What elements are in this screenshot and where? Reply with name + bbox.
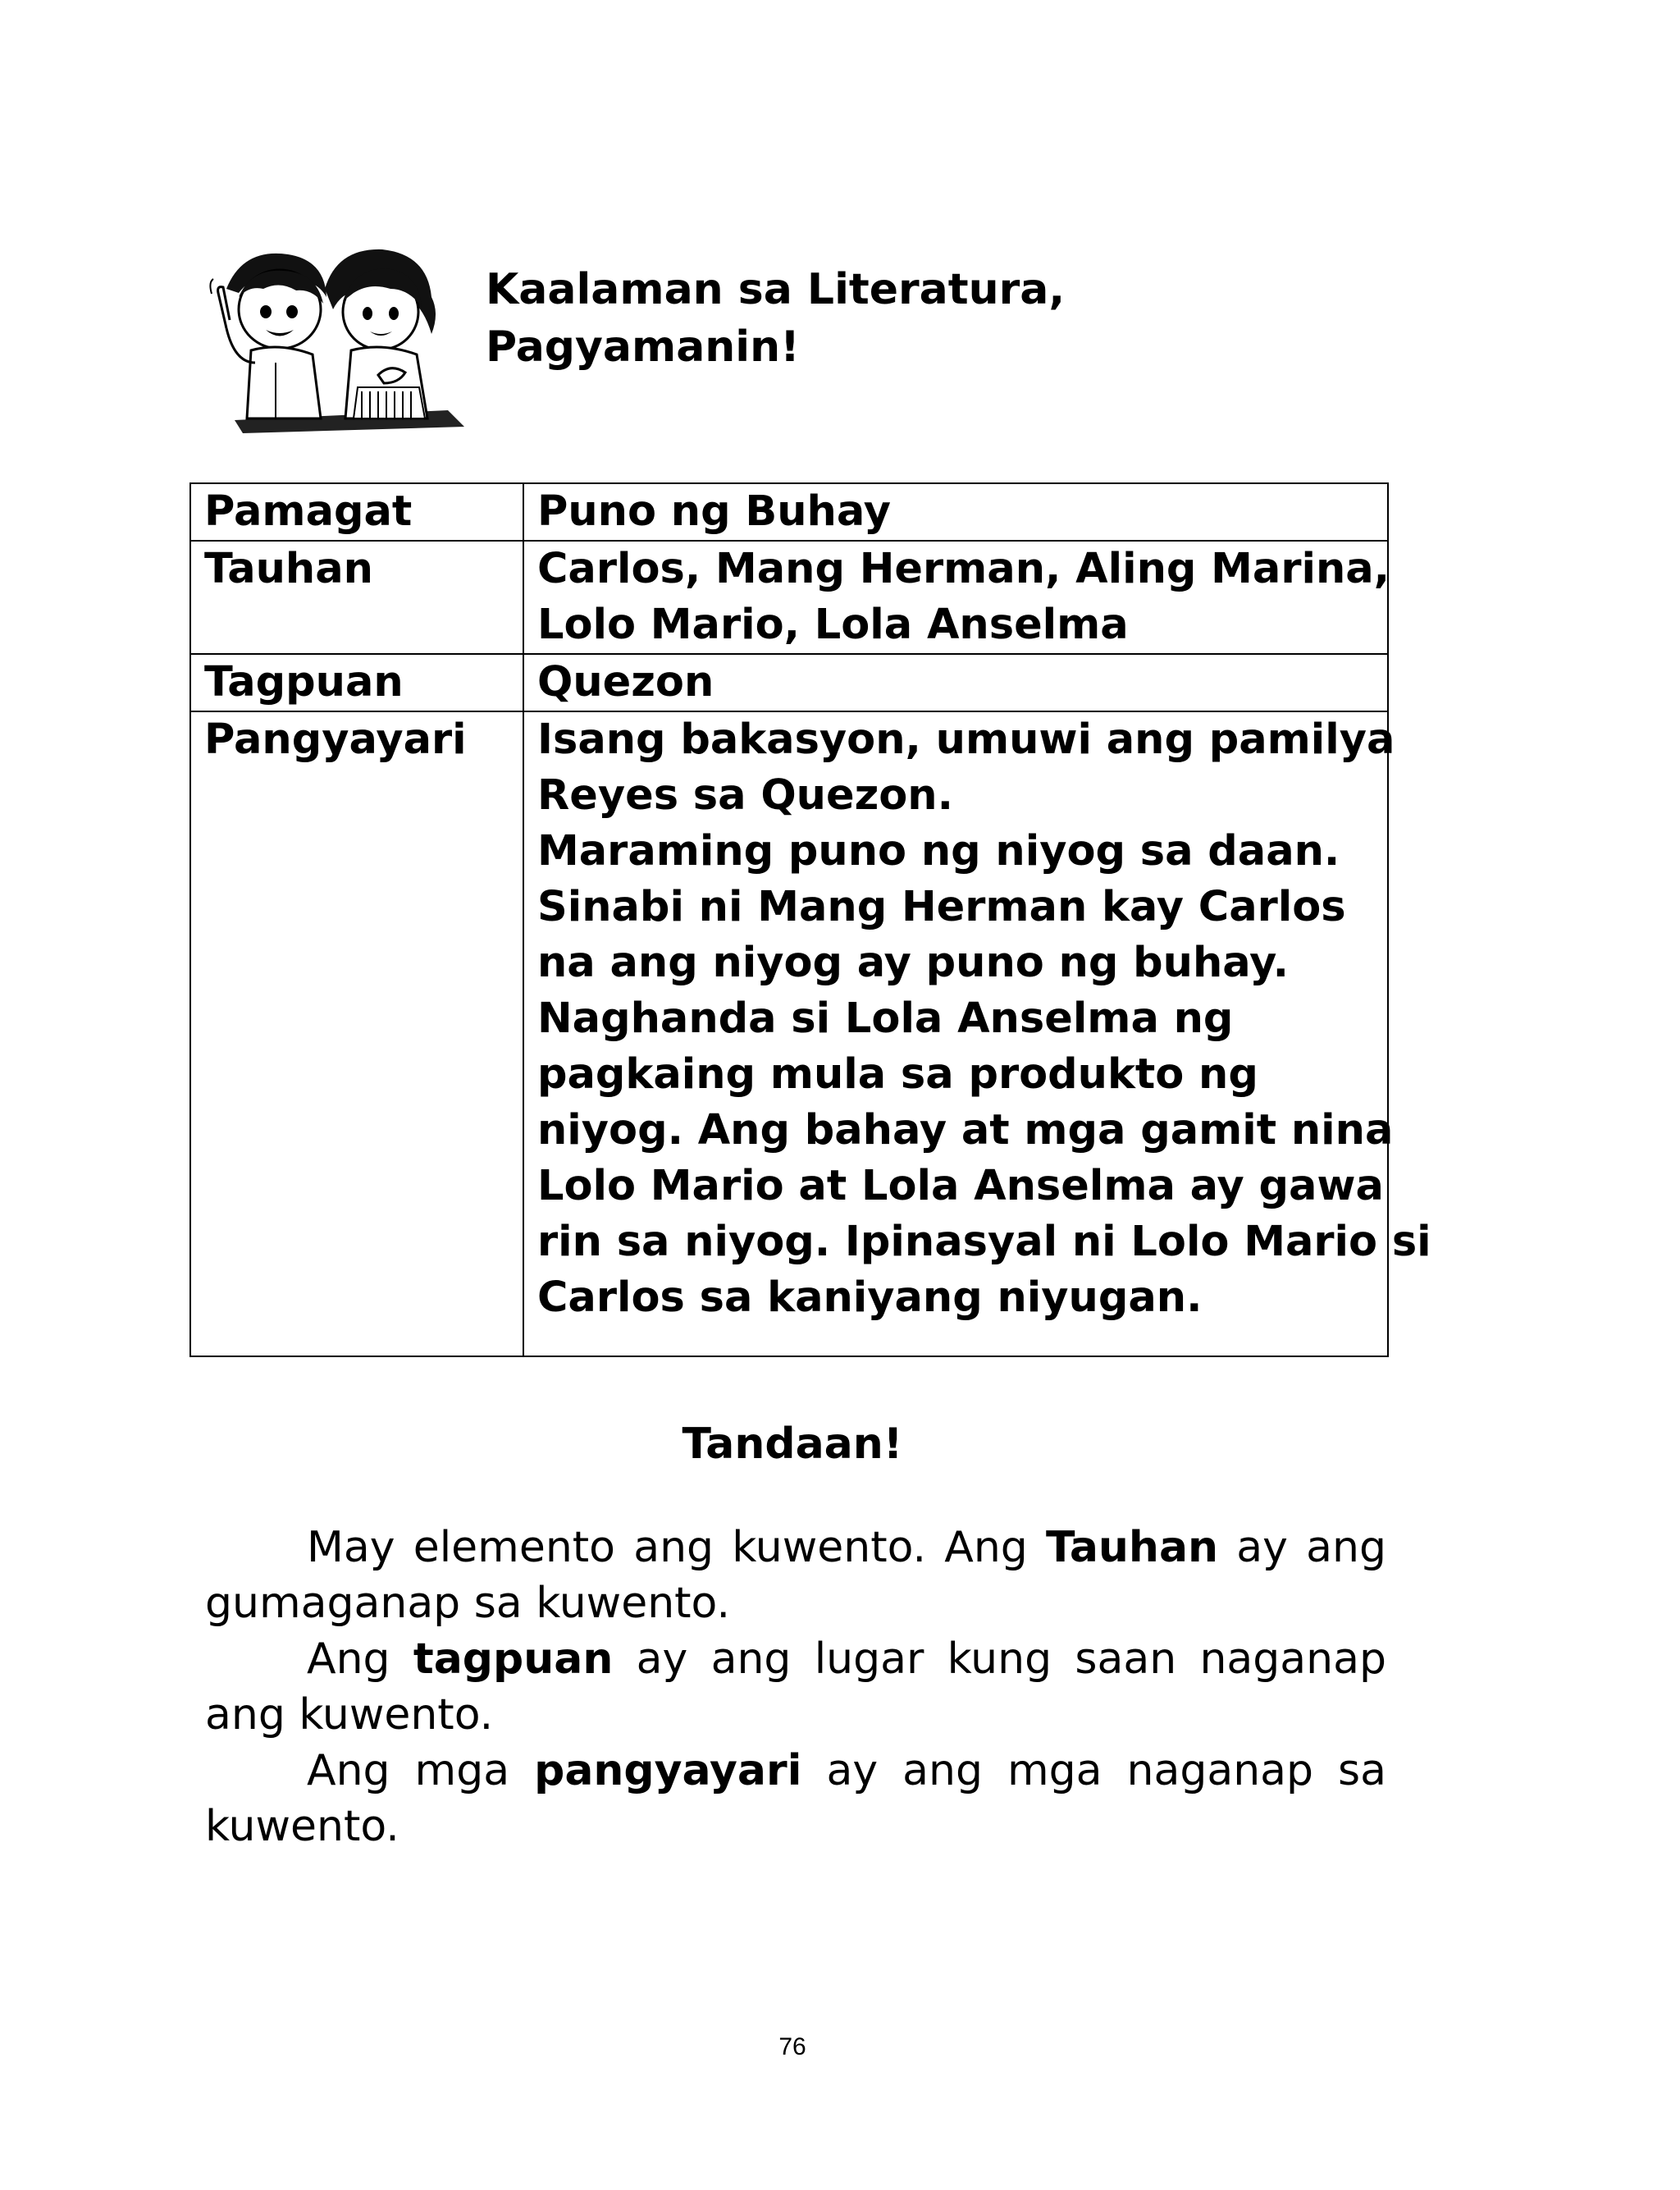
page-number: 76: [778, 2033, 806, 2060]
term-tauhan: Tauhan: [1046, 1523, 1219, 1572]
table-row-title: [190, 483, 1388, 541]
paragraph-tauhan: May elemento ang kuwento. Ang Tauhan ay ang gumaganap sa kuwento.: [205, 1523, 1386, 1628]
value-line: Carlos, Mang Herman, Aling Marina,: [537, 545, 1390, 593]
label-pangyayari: Pangyayari: [190, 711, 523, 1356]
value-line: Naghanda si Lola Anselma ng: [537, 994, 1234, 1043]
value-line: Reyes sa Quezon.: [537, 771, 953, 820]
value-line: Lolo Mario, Lola Anselma: [537, 601, 1129, 649]
term-pangyayari: pangyayari: [534, 1746, 802, 1795]
section-title-line-1: Kaalaman sa Literatura,: [486, 265, 1066, 314]
paragraph-tagpuan: Ang tagpuan ay ang lugar kung saan naganap ang kuwento.: [205, 1634, 1386, 1740]
value-pamagat: [523, 483, 1388, 541]
value-line: Quezon: [537, 658, 714, 706]
value-tauhan: [523, 541, 1388, 654]
label-pamagat: Pamagat: [190, 483, 523, 541]
value-line: Isang bakasyon, umuwi ang pamilya: [537, 716, 1395, 764]
section-title: [486, 261, 1065, 376]
table-row-characters: [190, 541, 1388, 654]
label-tauhan: Tauhan: [190, 541, 523, 654]
story-elements-table: [189, 482, 1431, 1357]
value-line: pagkaing mula sa produkto ng: [537, 1050, 1258, 1099]
value-pangyayari: [523, 711, 1431, 1356]
remember-heading: Tandaan!: [682, 1420, 903, 1469]
value-line: rin sa niyog. Ipinasyal ni Lolo Mario si: [537, 1218, 1431, 1266]
label-tagpuan: Tagpuan: [190, 654, 523, 711]
value-line: Puno ng Buhay: [537, 487, 891, 536]
value-line: Sinabi ni Mang Herman kay Carlos: [537, 883, 1346, 931]
section-title-line-2: Pagyamanin!: [486, 322, 800, 372]
paragraph-pangyayari: Ang mga pangyayari ay ang mga naganap sa kuwento.: [205, 1746, 1387, 1851]
value-line: Maraming puno ng niyog sa daan.: [537, 827, 1340, 876]
value-tagpuan: [523, 654, 1388, 711]
girl-figure: [325, 249, 436, 418]
value-line: Carlos sa kaniyang niyugan.: [537, 1273, 1203, 1322]
term-tagpuan: tagpuan: [413, 1634, 614, 1684]
value-line: niyog. Ang bahay at mga gamit nina: [537, 1106, 1394, 1154]
value-line: na ang niyog ay puno ng buhay.: [537, 939, 1290, 987]
children-illustration: [194, 231, 472, 437]
table-row-setting: [190, 654, 1388, 711]
table-row-events: [190, 711, 1388, 1356]
boy-figure: [210, 254, 326, 418]
value-line: Lolo Mario at Lola Anselma ay gawa: [537, 1162, 1384, 1210]
